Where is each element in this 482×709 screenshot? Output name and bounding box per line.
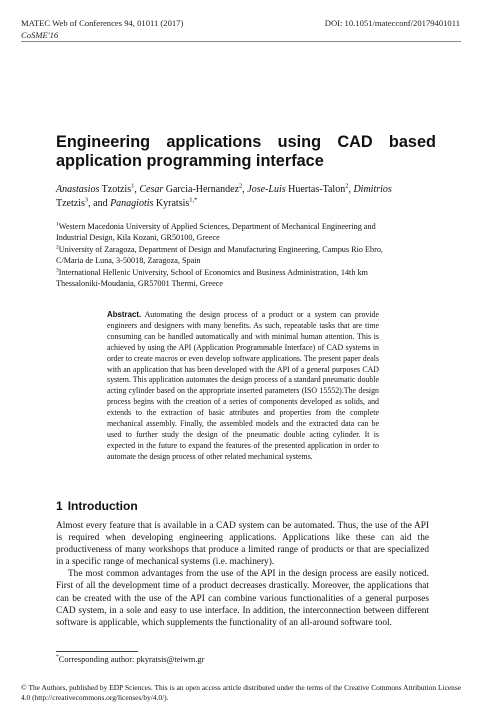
- footnote-rule: [56, 651, 138, 652]
- author: Panagiotis Kyratsis$^{1,*}$: [110, 196, 198, 209]
- journal-header: MATEC Web of Conferences 94, 01011 (2017): [21, 18, 184, 28]
- affiliation-list: [56, 221, 436, 289]
- affiliation-line: $^3$International Hellenic University, School of Economics and Business Administration, 14th km: [56, 266, 368, 277]
- affiliation-line: $^2$University of Zaragoza, Department of Design and Manufacturing Engineering, Campus Rio Ebro,: [56, 244, 383, 254]
- affiliation-line: $^1$Western Macedonia University of Applied Sciences, Department of Mechanical Engineering and: [56, 221, 376, 231]
- author-list: [56, 183, 428, 211]
- section-number: 1: [56, 499, 63, 513]
- abstract: [107, 310, 379, 463]
- title-line-2: application programming interface: [56, 152, 324, 170]
- corresponding-author-footnote: [56, 655, 204, 664]
- author-line-2: Tzetzis$^3$, and Panagiotis Kyratsis$^{1,*}$: [56, 196, 198, 209]
- section-heading: [56, 499, 138, 513]
- section-title: Introduction: [67, 499, 138, 513]
- conference-name: CoSME'16: [21, 30, 59, 40]
- footnote-text: Corresponding author: pkyratsis@teiwm.gr: [58, 655, 205, 664]
- copyright-notice: © The Authors, published by EDP Sciences. This is an open access article distributed under the terms of the Creative Commons Attribution License 4.0 (http://creativecommons.org/licenses/by/4.0/).: [21, 683, 461, 702]
- author-line-1: [56, 183, 428, 197]
- author-first-name: Dimitrios: [353, 184, 392, 195]
- affiliation-line: Thessaloniki-Moudania, GR57001 Thermi, Greece: [56, 279, 223, 289]
- footnote-mark: *: [56, 654, 59, 661]
- abstract-text: Automating the design process of a product or a system can provide engineers and designers with many benefits. As such, repeatable tasks that are time consuming can be handled automatically and with minimal human attention. This is achieved by using the API (Application Programmable Interface) of CAD systems in order to create macros or even develop software applications. The present paper deals with an application that has been developed with the API of a general purposes CAD system. This application automates the design process of a standard pneumatic double acting cylinder based on the appropriate inserted parameters (ISO 15552).The design process begins with the creation of a series of components developed as solids, and extends to the extraction of basic attributes and properties from the complete mechanical assembly. Finally, the assembled models and the extracted data can be used to further study the design of the pneumatic double acting cylinder. It is expected in the future to expand the features of the presented application in order to automate the design process of other related mechanical systems.: [107, 310, 379, 461]
- abstract-label: Abstract.: [107, 310, 142, 319]
- affiliation-line: Industrial Design, Kila Kozani, GR50100, Greece: [56, 233, 220, 243]
- paper-title: [56, 133, 436, 171]
- title-line-1: Engineering applications using CAD based: [56, 133, 436, 151]
- author: Cesar Garcia-Hernandez$^2$,: [139, 182, 248, 195]
- author: Jose-Luis Huertas-Talon$^2$,: [247, 182, 354, 195]
- author: Anastasios Tzotzis$^1$,: [56, 182, 140, 195]
- affiliation-line: C/Maria de Luna, 3-50018, Zaragoza, Spain: [56, 256, 201, 266]
- paragraph: The most common advantages from the use of the API in the design process are easily noticed. First of all the development time of a product decreases drastically. Moreover, the applications that can be created with the use of the API can combine various functionalities of a general purposes CAD system, in a sole and easy to use interface. In addition, the interconnection between different software is applicable, which supplements the functionality of an all-around software tool.: [56, 569, 429, 628]
- header-rule: [21, 41, 461, 42]
- paragraph: Almost every feature that is available in a CAD system can be automated. Thus, the use of the API is required when developing engineering applications. Applications like these can aid the productiveness of many workshops that produce a limited range of products or that are specialized in a specific range of mechanical systems (i.e. machinery).: [56, 521, 429, 568]
- section-body: [56, 520, 429, 629]
- doi-header: DOI: 10.1051/matecconf/20179401011: [324, 18, 460, 28]
